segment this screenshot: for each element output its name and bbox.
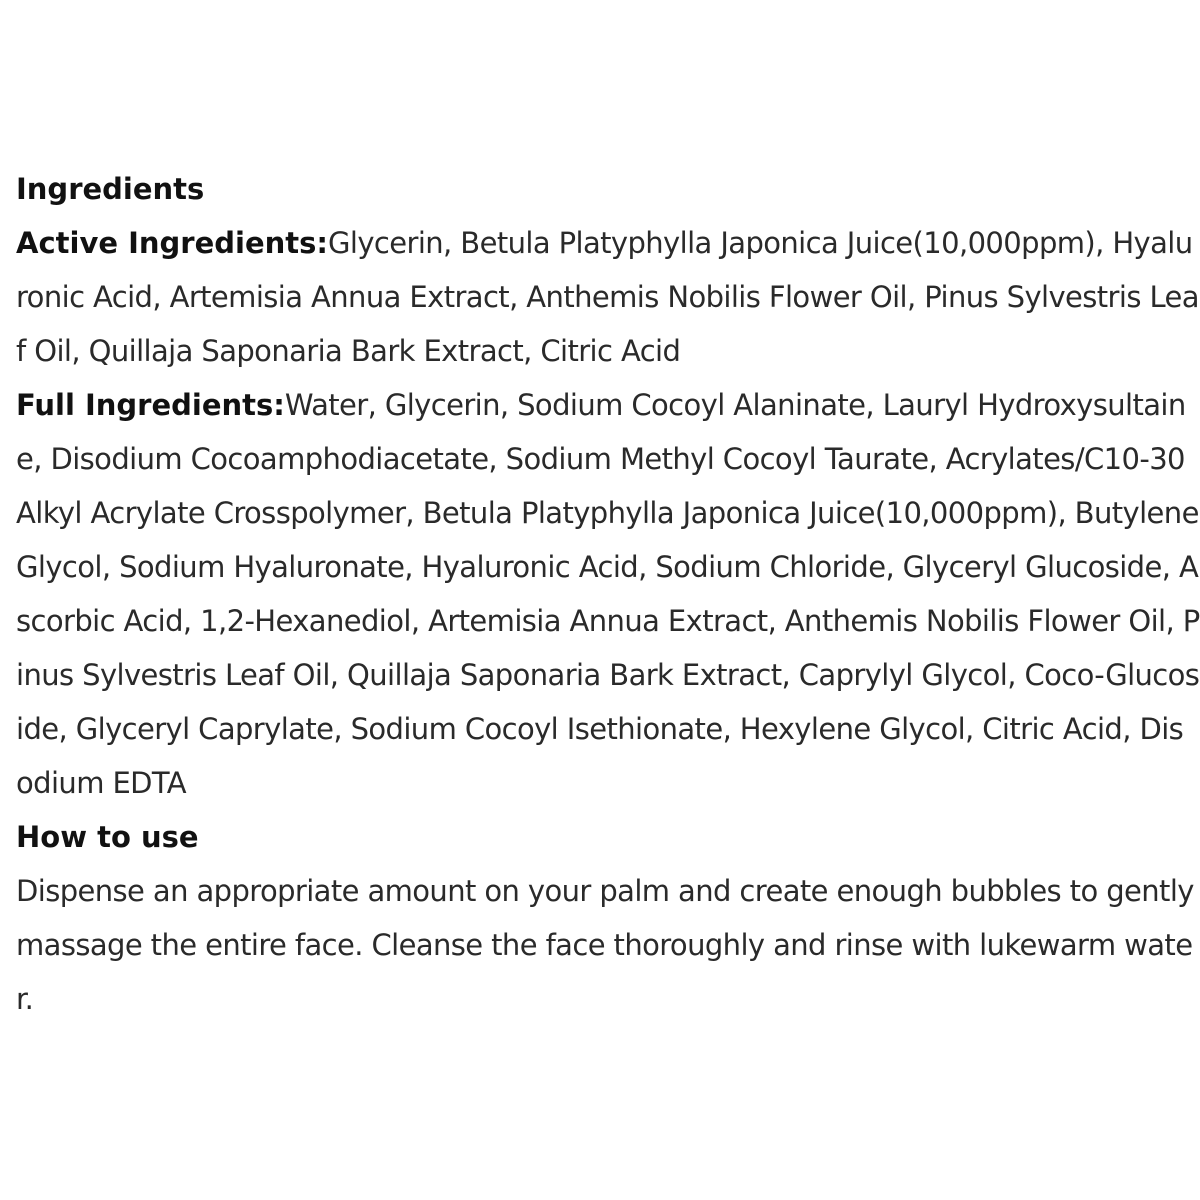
active-ingredients-text: Glycerin, Betula Platyphylla Japonica Juice(10,000ppm), Hyaluronic Acid, Artemisia Annua Extract, Anthemis Nobilis Flower Oil, Pinus Sylvestris Leaf Oil, Quillaja Saponaria Bark Extract, Citric Acid	[16, 226, 1199, 368]
active-ingredients-paragraph	[16, 216, 1200, 378]
full-ingredients-paragraph	[16, 378, 1200, 810]
full-ingredients-label: Full Ingredients:	[16, 388, 285, 422]
full-ingredients-text: Water, Glycerin, Sodium Cocoyl Alaninate, Lauryl Hydroxysultaine, Disodium Cocoamphodiacetate, Sodium Methyl Cocoyl Taurate, Acrylates/C10-30 Alkyl Acrylate Crosspolymer, Betula Platyphylla Japonica Juice(10,000ppm), Butylene Glycol, Sodium Hyaluronate, Hyaluronic Acid, Sodium Chloride, Glyceryl Glucoside, Ascorbic Acid, 1,2-Hexanediol, Artemisia Annua Extract, Anthemis Nobilis Flower Oil, Pinus Sylvestris Leaf Oil, Quillaja Saponaria Bark Extract, Caprylyl Glycol, Coco-Glucoside, Glyceryl Caprylate, Sodium Cocoyl Isethionate, Hexylene Glycol, Citric Acid, Disodium EDTA	[16, 388, 1200, 800]
active-ingredients-label: Active Ingredients:	[16, 226, 329, 260]
how-to-use-text: Dispense an appropriate amount on your palm and create enough bubbles to gently massage the entire face. Cleanse the face thoroughly and rinse with lukewarm water.	[16, 874, 1194, 1016]
product-details	[16, 162, 1200, 1026]
ingredients-heading: Ingredients	[16, 172, 205, 206]
how-to-use-heading: How to use	[16, 820, 199, 854]
